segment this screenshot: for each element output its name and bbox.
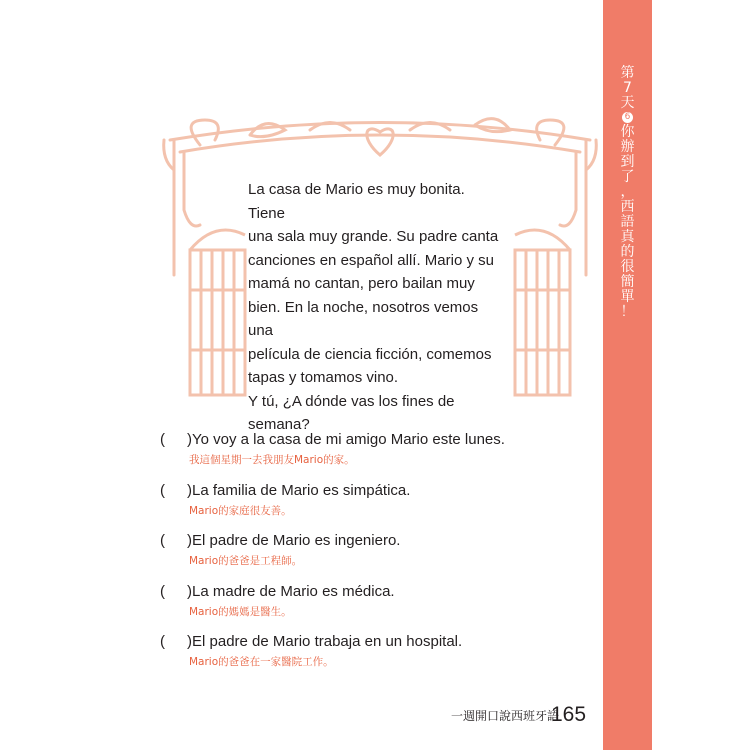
passage-line: tapas y tomamos vino.: [248, 369, 399, 386]
page-number: 165: [551, 703, 587, 726]
question-text: [187, 430, 505, 450]
question-text: [187, 531, 400, 551]
chapter-badge: 6: [622, 112, 633, 123]
question-text: [187, 582, 395, 602]
passage-line: película de ciencia ficción, comemos: [248, 345, 492, 363]
question-sentence: Yo voy a la casa de mi amigo Mario este lunes.: [192, 431, 505, 448]
answer-blank-close: ): [187, 431, 192, 448]
question-sentence: El padre de Mario es ingeniero.: [192, 532, 401, 549]
passage-line: mamá no cantan, pero bailan muy: [248, 275, 475, 292]
question-translation: Mario的家庭很友善。: [189, 504, 292, 517]
chapter-title-char: 辦: [620, 139, 635, 155]
reading-passage: [248, 178, 504, 437]
chapter-title-char: 簡: [620, 274, 635, 290]
question-sentence: El padre de Mario trabaja en un hospital.: [192, 633, 463, 650]
answer-blank[interactable]: (: [160, 633, 165, 650]
passage-line: bien. En la noche, nosotros vemos una: [248, 298, 479, 339]
passage-line: canciones en español allí. Mario y su: [248, 251, 494, 269]
question-translation: Mario的爸爸是工程師。: [189, 555, 303, 567]
question-item: [160, 582, 600, 633]
chapter-title-char: ，: [620, 184, 635, 200]
chapter-title-char: 的: [620, 244, 635, 260]
answer-blank-close: ): [187, 481, 192, 499]
question-item: [160, 481, 600, 532]
chapter-title-char: 很: [620, 259, 635, 275]
question-translation: Mario的媽媽是醫生。: [189, 605, 292, 618]
chapter-title-char: 西: [620, 199, 635, 215]
question-item: [160, 531, 600, 582]
chapter-title-char: 語: [620, 214, 635, 230]
answer-blank-close: ): [187, 582, 192, 600]
passage-line: Y tú, ¿A dónde vas los fines de: [248, 392, 455, 410]
book-title-footer: 一週開口說西班牙語: [451, 709, 560, 723]
answer-blank[interactable]: (: [160, 431, 165, 448]
passage-line: semana?: [248, 416, 310, 433]
chapter-title-char: 單: [620, 289, 635, 305]
question-translation: Mario的爸爸在一家醫院工作。: [189, 656, 334, 668]
answer-blank-close: ): [187, 633, 192, 650]
chapter-title-char: 真: [620, 229, 635, 245]
chapter-side-tab: [603, 0, 652, 750]
chapter-title-char: 到: [620, 154, 635, 170]
chapter-title-char: 天: [620, 95, 635, 111]
passage-line: La casa de Mario es muy bonita. Tiene: [248, 181, 465, 222]
question-text: [187, 632, 462, 652]
question-item: [160, 632, 600, 683]
chapter-title-char: 了: [620, 169, 635, 185]
chapter-title-char: 第: [620, 65, 635, 81]
chapter-title-char: 7: [623, 80, 632, 96]
question-translation: 我這個星期一去我朋友Mario的家。: [189, 454, 355, 466]
answer-blank-close: ): [187, 532, 192, 549]
answer-blank[interactable]: (: [160, 481, 165, 499]
chapter-title-char: ！: [620, 304, 635, 320]
question-item: [160, 430, 600, 481]
chapter-title-char: 你: [620, 124, 635, 140]
question-sentence: La madre de Mario es médica.: [192, 582, 395, 600]
question-sentence: La familia de Mario es simpática.: [192, 481, 411, 499]
question-text: [187, 481, 410, 501]
answer-blank[interactable]: (: [160, 532, 165, 549]
passage-line: una sala muy grande. Su padre canta: [248, 228, 499, 245]
chapter-title-vertical: [603, 66, 652, 320]
question-list: [160, 430, 600, 683]
answer-blank[interactable]: (: [160, 582, 165, 600]
